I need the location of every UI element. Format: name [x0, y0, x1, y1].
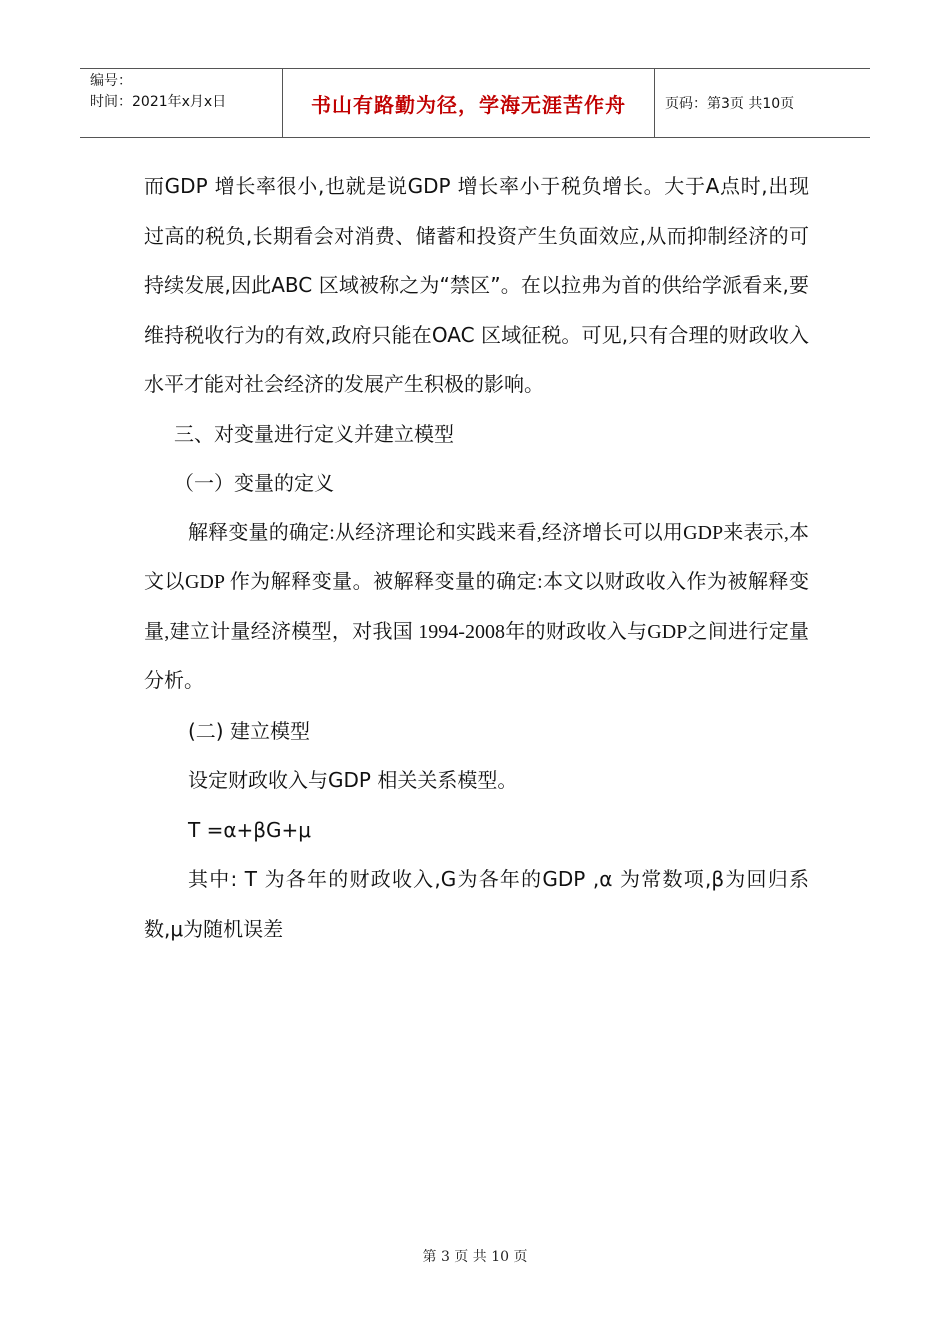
header-page-number: 页码：第3页 共10页: [665, 96, 795, 112]
header-meta: [80, 69, 283, 137]
header-motto: 书山有路勤为径，学海无涯苦作舟: [311, 92, 626, 117]
document-body: [144, 162, 809, 954]
header-page-cell: [655, 69, 870, 137]
document-number-label: 编号：: [90, 73, 132, 89]
document-time-label: 时间：2021年x月x日: [90, 94, 227, 110]
paragraph-model-intro: 设定财政收入与GDP 相关关系模型。: [188, 768, 518, 792]
paragraph-variables: 解释变量的确定:从经济理论和实践来看,经济增长可以用GDP来表示,本文以GDP 作为解释变量。被解释变量的确定:本文以财政收入作为被解释变量,建立计量经济模型，对我国 1994-2008年的财政收入与GDP之间进行定量分析。: [144, 521, 809, 692]
subsection-heading-model: (二) 建立模型: [188, 718, 310, 743]
page-footer: 第 3 页 共 10 页: [422, 1249, 528, 1265]
model-formula: T =α+βG+μ: [188, 817, 312, 842]
header-motto-cell: [283, 69, 655, 137]
page-header: [80, 68, 870, 138]
paragraph-model-explanation: 其中: T 为各年的财政收入,G为各年的GDP ,α 为常数项,β为回归系数,μ为随机误差: [144, 867, 809, 941]
paragraph-laffer: 而GDP 增长率很小,也就是说GDP 增长率小于税负增长。大于A点时,出现过高的税负,长期看会对消费、储蓄和投资产生负面效应,从而抑制经济的可持续发展,因此ABC 区域被称之为“禁区”。在以拉弗为首的供给学派看来,要维持税收行为的有效,政府只能在OAC 区域征税。可见,只有合理的财政收入水平才能对社会经济的发展产生积极的影响。: [144, 174, 809, 396]
section-heading-3: 三、对变量进行定义并建立模型: [174, 421, 454, 446]
subsection-heading-variables: （一）变量的定义: [174, 471, 334, 495]
